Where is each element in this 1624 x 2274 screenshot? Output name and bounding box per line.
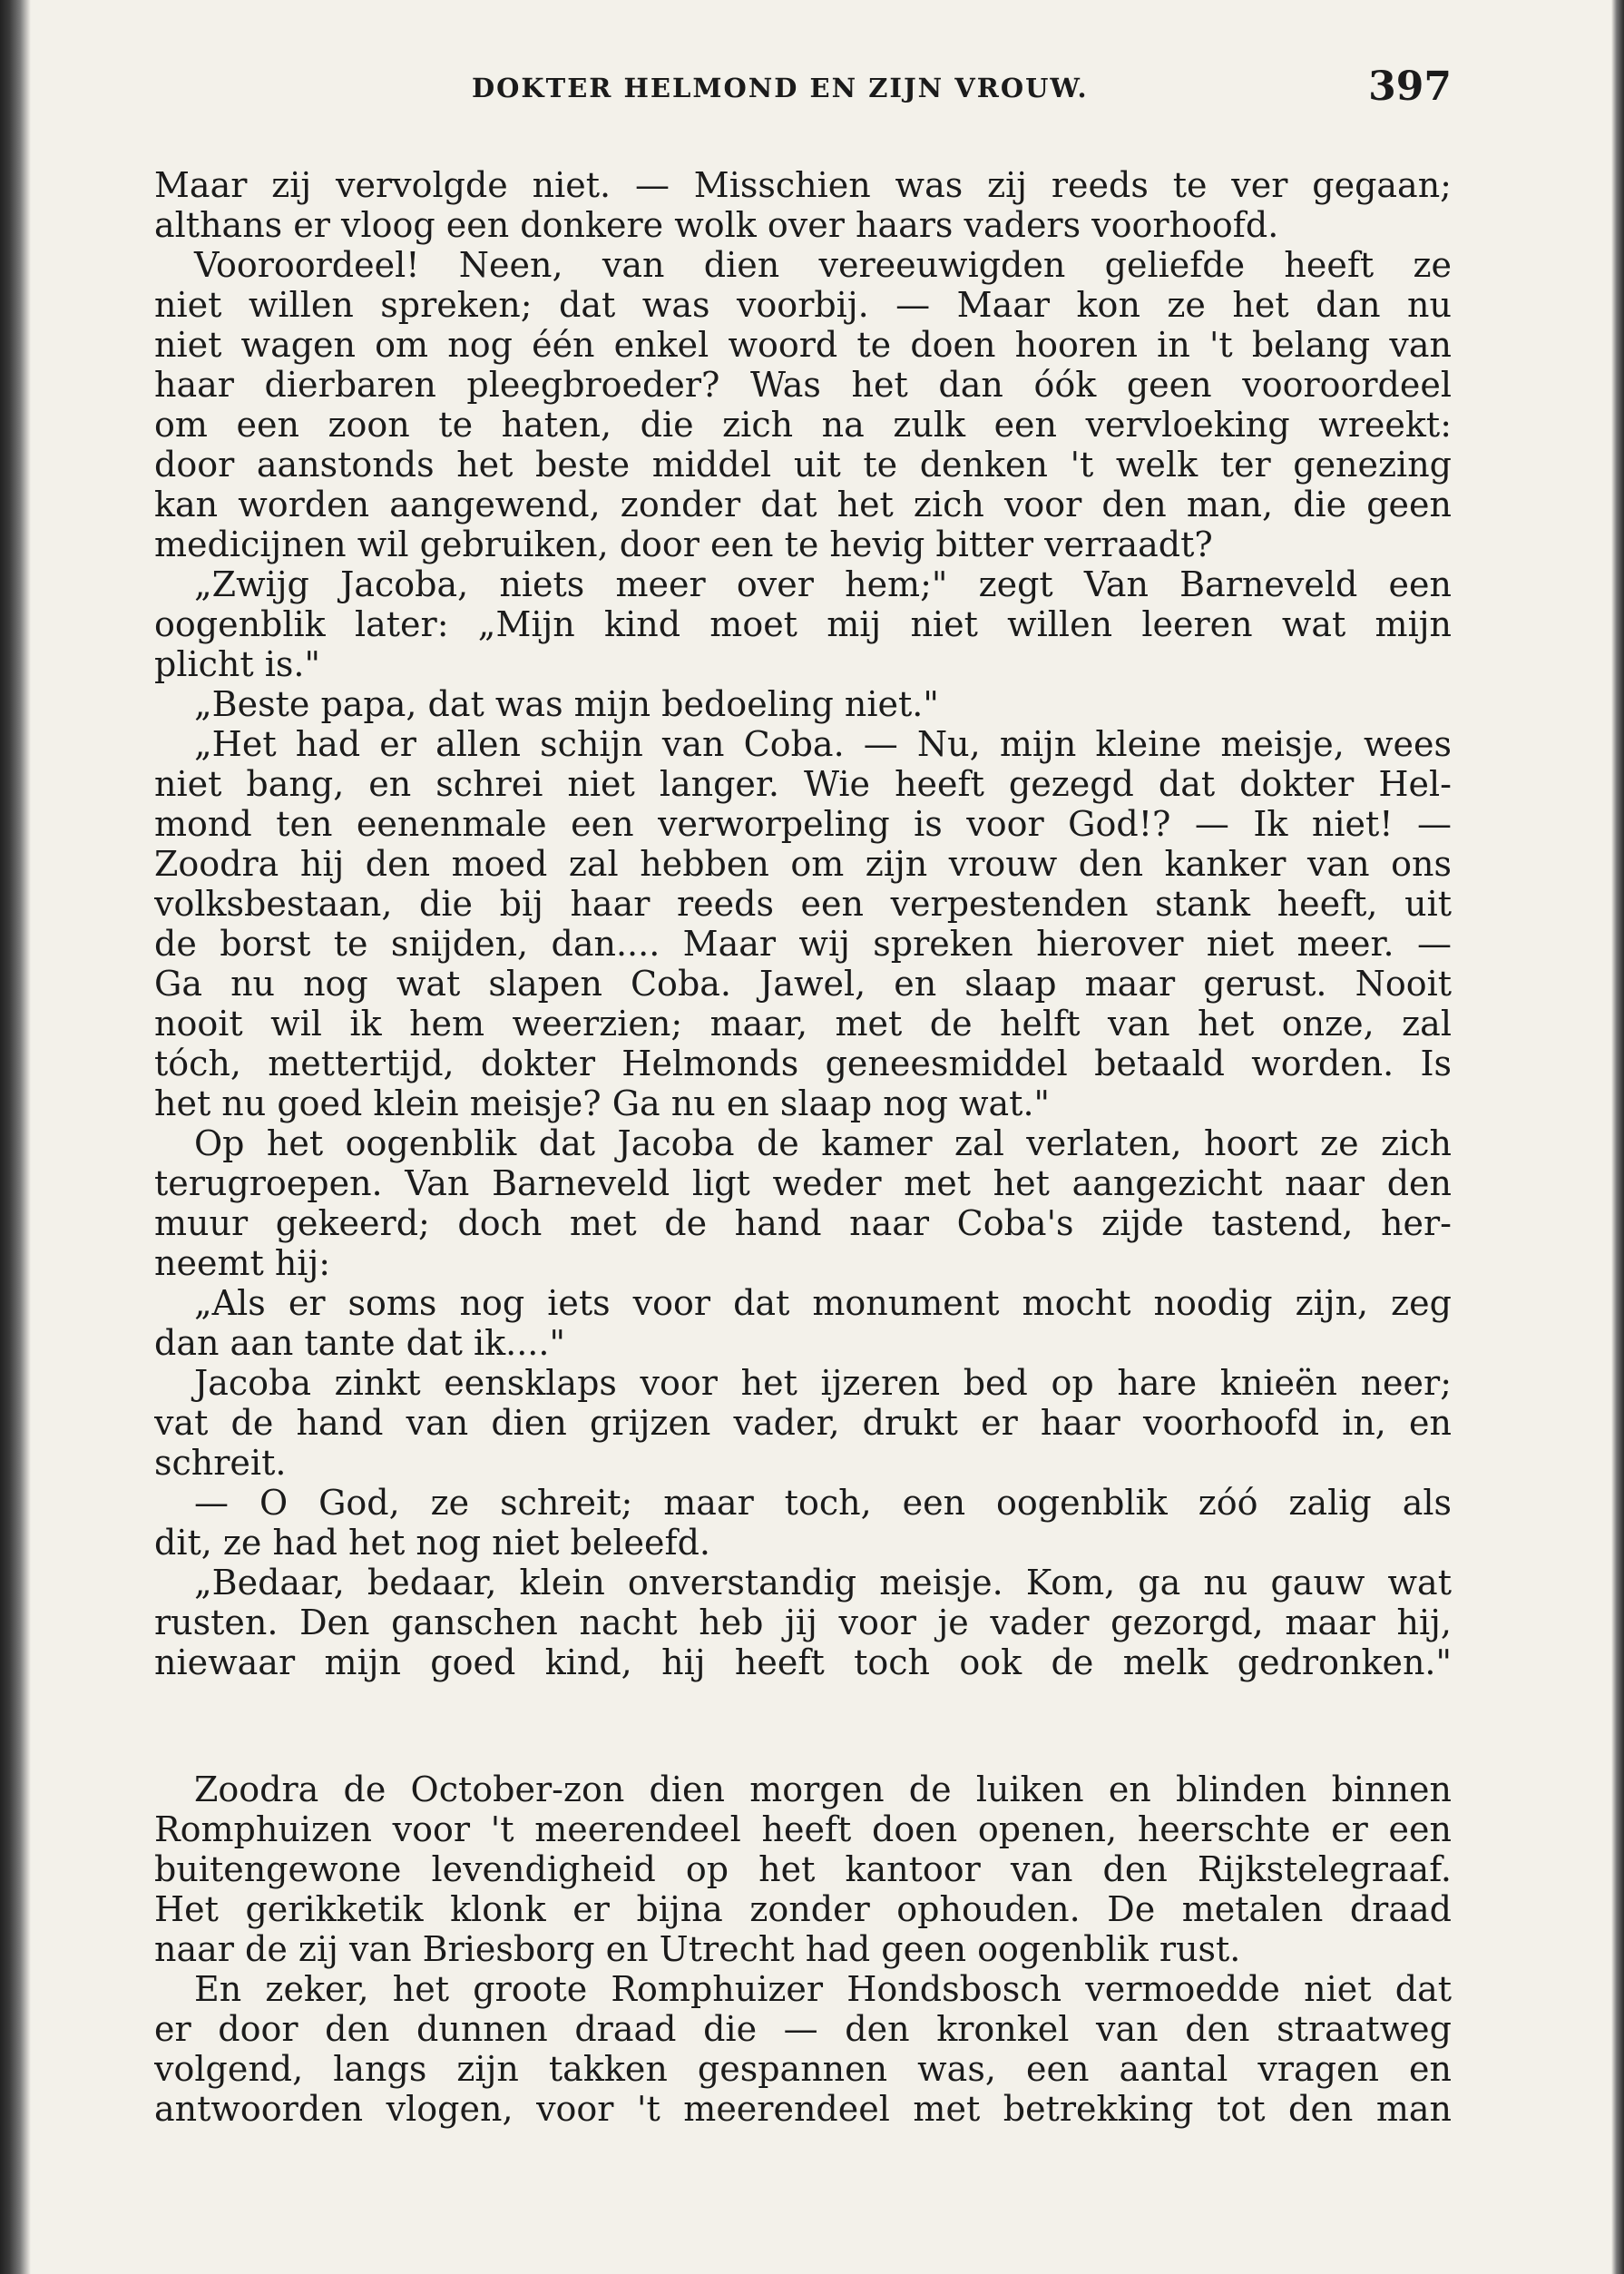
text-line: dit, ze had het nog niet beleefd. <box>154 1523 710 1563</box>
binding-edge-shadow <box>0 0 31 2274</box>
text-line: althans er vloog een donkere wolk over haars vaders voorhoofd. <box>154 205 1279 245</box>
text-line: oogenblik later: „Mijn kind moet mij niet willen leeren wat mijn <box>154 604 1452 644</box>
text-line: „Bedaar, bedaar, klein onverstandig meisje. Kom, ga nu gauw wat <box>194 1563 1452 1603</box>
text-line: medicijnen wil gebruiken, door een te hevig bitter verraadt? <box>154 524 1213 564</box>
text-line: volgend, langs zijn takken gespannen was, een aantal vragen en <box>154 2049 1452 2089</box>
text-line: er door den dunnen draad die — den kronkel van den straatweg <box>154 2009 1452 2049</box>
text-line: schreit. <box>154 1443 287 1483</box>
text-line: „Beste papa, dat was mijn bedoeling niet." <box>194 684 939 724</box>
text-line: Ga nu nog wat slapen Coba. Jawel, en slaap maar gerust. Nooit <box>154 964 1452 1004</box>
text-line: Zoodra de October-zon dien morgen de luiken en blinden binnen <box>194 1769 1452 1809</box>
body-text <box>154 165 1452 2129</box>
text-line: door aanstonds het beste middel uit te denken 't welk ter genezing <box>154 445 1452 485</box>
text-line: naar de zij van Briesborg en Utrecht had geen oogenblik rust. <box>154 1929 1241 1969</box>
text-line: terugroepen. Van Barneveld ligt weder met het aangezicht naar den <box>154 1163 1452 1203</box>
text-line: kan worden aangewend, zonder dat het zich voor den man, die geen <box>154 485 1452 524</box>
text-line: Romphuizen voor 't meerendeel heeft doen openen, heerschte er een <box>154 1809 1452 1849</box>
text-line: buitengewone levendigheid op het kantoor van den Rijkstelegraaf. <box>154 1849 1452 1889</box>
text-line: mond ten eenenmale een verworpeling is voor God!? — Ik niet! — <box>154 804 1452 844</box>
page-number: 397 <box>1368 64 1452 110</box>
text-line: niewaar mijn goed kind, hij heeft toch ook de melk gedronken." <box>154 1642 1452 1682</box>
text-line: het nu goed klein meisje? Ga nu en slaap nog wat." <box>154 1083 1050 1123</box>
text-line: tóch, mettertijd, dokter Helmonds geneesmiddel betaald worden. Is <box>154 1044 1452 1083</box>
text-line: Jacoba zinkt eensklaps voor het ijzeren bed op hare knieën neer; <box>194 1363 1452 1403</box>
text-line: En zeker, het groote Romphuizer Hondsbosch vermoedde niet dat <box>194 1969 1452 2009</box>
text-line: niet willen spreken; dat was voorbij. — Maar kon ze het dan nu <box>154 285 1452 325</box>
text-line: de borst te snijden, dan.... Maar wij spreken hierover niet meer. — <box>154 924 1452 964</box>
text-line: vat de hand van dien grijzen vader, drukt er haar voorhoofd in, en <box>154 1403 1452 1443</box>
section-break <box>154 1682 1452 1769</box>
page-edge-shadow <box>1611 0 1624 2274</box>
text-line: muur gekeerd; doch met de hand naar Coba's zijde tastend, her- <box>154 1203 1452 1243</box>
text-line: niet bang, en schrei niet langer. Wie heeft gezegd dat dokter Hel- <box>154 764 1452 804</box>
text-line: niet wagen om nog één enkel woord te doen hooren in 't belang van <box>154 325 1452 365</box>
running-title: DOKTER HELMOND EN ZIJN VROUW. <box>472 73 1089 103</box>
text-line: Maar zij vervolgde niet. — Misschien was zij reeds te ver gegaan; <box>154 165 1452 205</box>
text-line: Het gerikketik klonk er bijna zonder ophouden. De metalen draad <box>154 1889 1452 1929</box>
text-line: antwoorden vlogen, voor 't meerendeel met betrekking tot den man <box>154 2089 1452 2129</box>
text-line: Vooroordeel! Neen, van dien vereeuwigden geliefde heeft ze <box>194 245 1452 285</box>
text-line: Zoodra hij den moed zal hebben om zijn vrouw den kanker van ons <box>154 844 1452 884</box>
text-line: nooit wil ik hem weerzien; maar, met de helft van het onze, zal <box>154 1004 1452 1044</box>
text-line: „Het had er allen schijn van Coba. — Nu, mijn kleine meisje, wees <box>194 724 1452 764</box>
text-line: dan aan tante dat ik...." <box>154 1323 565 1363</box>
text-line: „Als er soms nog iets voor dat monument mocht noodig zijn, zeg <box>194 1283 1452 1323</box>
text-line: rusten. Den ganschen nacht heb jij voor je vader gezorgd, maar hij, <box>154 1603 1452 1642</box>
running-head <box>154 64 1452 118</box>
text-line: „Zwijg Jacoba, niets meer over hem;" zegt Van Barneveld een <box>194 564 1452 604</box>
text-line: om een zoon te haten, die zich na zulk een vervloeking wreekt: <box>154 405 1452 445</box>
text-line: volksbestaan, die bij haar reeds een verpestenden stank heeft, uit <box>154 884 1452 924</box>
text-line: neemt hij: <box>154 1243 331 1283</box>
text-line: — O God, ze schreit; maar toch, een oogenblik zóó zalig als <box>194 1483 1452 1523</box>
text-line: haar dierbaren pleegbroeder? Was het dan óók geen vooroordeel <box>154 365 1452 405</box>
text-line: Op het oogenblik dat Jacoba de kamer zal verlaten, hoort ze zich <box>194 1123 1452 1163</box>
text-line: plicht is." <box>154 644 320 684</box>
